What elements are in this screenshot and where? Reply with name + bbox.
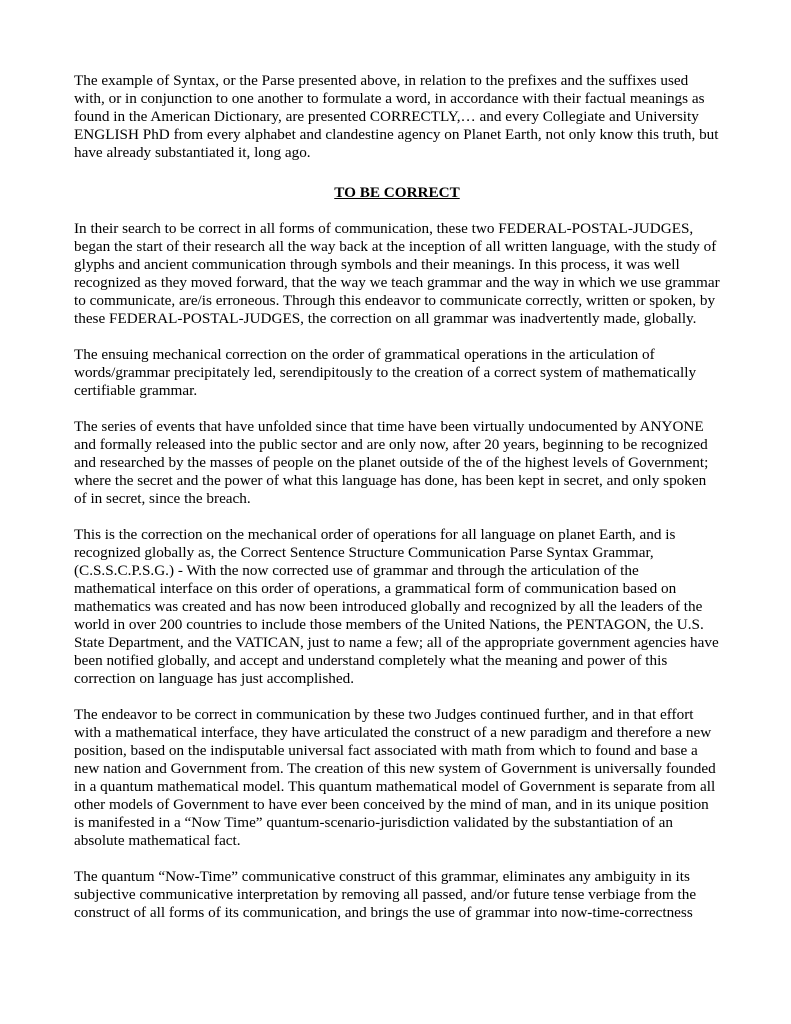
paragraph-6: The quantum “Now-Time” communicative construct of this grammar, eliminates any ambiguity in its subjective communicative interpretation by removing all passed, and/or future tense verbiage from the construct of all forms of its communication, and brings the use of grammar into now-time-correctness: [74, 868, 697, 921]
paragraph-5: The endeavor to be correct in communication by these two Judges continued further, and in that effort with a mathematical interface, they have articulated the construct of a new paradigm and therefore a new position, based on the indisputable universal fact associated with math from which to found and base a new nation and Government from. The creation of this new system of Government is universally founded in a quantum mathematical model. This quantum mathematical model of Government is separate from all other models of Government to have ever been conceived by the mind of man, and in its unique position is manifested in a “Now Time” quantum-scenario-jurisdiction validated by the substantiation of an absolute mathematical fact.: [74, 706, 716, 849]
paragraph-1: In their search to be correct in all forms of communication, these two FEDERAL-POSTAL-JUDGES, began the start of their research all the way back at the inception of all written language, with the study of glyphs and ancient communication through symbols and their meanings. In this process, it was well recognized as they moved forward, that the way we teach grammar and the way in which we use grammar to communicate, are/is erroneous. Through this endeavor to communicate correctly, written or spoken, by these FEDERAL-POSTAL-JUDGES, the correction on all grammar was inadvertently made, globally.: [74, 220, 720, 327]
document-body: [74, 72, 720, 940]
paragraph-2: The ensuing mechanical correction on the order of grammatical operations in the articulation of words/grammar precipitately led, serendipitously to the creation of a correct system of mathematically certifiable grammar.: [74, 346, 697, 399]
paragraph-3: The series of events that have unfolded since that time have been virtually undocumented by ANYONE and formally released into the public sector and are only now, after 20 years, beginning to be recognized and researched by the masses of people on the planet outside of the of the highest levels of Government; where the secret and the power of what this language has done, has been kept in secret, and only spoken of in secret, since the breach.: [74, 418, 709, 507]
section-heading: TO BE CORRECT: [334, 184, 460, 201]
intro-paragraph: The example of Syntax, or the Parse presented above, in relation to the prefixes and the suffixes used with, or in conjunction to one another to formulate a word, in accordance with their factual meanings as found in the American Dictionary, are presented CORRECTLY,… and every Collegiate and University ENGLISH PhD from every alphabet and clandestine agency on Planet Earth, not only know this truth, but have already substantiated it, long ago.: [74, 72, 719, 161]
paragraph-4: This is the correction on the mechanical order of operations for all language on planet Earth, and is recognized globally as, the Correct Sentence Structure Communication Parse Syntax Grammar, (C.S.S.C.P.S.G.) - With the now corrected use of grammar and through the articulation of the mathematical interface on this order of operations, a grammatical form of communication based on mathematics was created and has now been introduced globally and recognized by all the leaders of the world in over 200 countries to include those members of the United Nations, the PENTAGON, the U.S. State Department, and the VATICAN, just to name a few; all of the appropriate government agencies have been notified globally, and accept and understand completely what the meaning and power of this correction on language has just accomplished.: [74, 526, 719, 687]
